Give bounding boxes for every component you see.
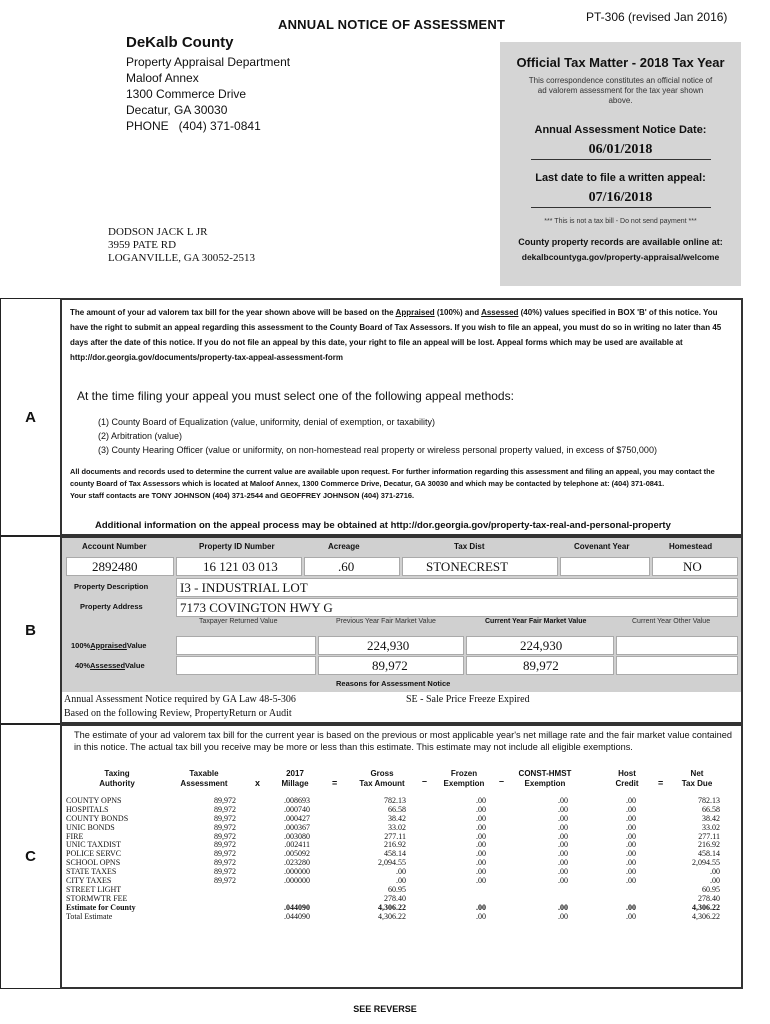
current-other-header: Current Year Other Value (632, 618, 711, 625)
tax-cell-millage: .000000 (284, 867, 310, 877)
tax-cell-assessment (172, 913, 236, 922)
tax-cell-authorities: CITY TAXES (66, 876, 112, 886)
tax-cell-frozen: .00 (476, 858, 486, 868)
tax-dist-header: Tax Dist (454, 542, 485, 551)
account-number-header: Account Number (82, 542, 147, 551)
tax-cell-frozen: .00 (476, 902, 486, 912)
tax-cell-net: 2,094.55 (692, 858, 720, 868)
tax-cell-net: 60.95 (702, 884, 720, 894)
appeal-deadline-label: Last date to file a written appeal: (535, 172, 706, 184)
homestead: NO (683, 559, 702, 574)
appeal-method: (2) Arbitration (value) (98, 431, 183, 441)
tax-cell-hmst: .00 (558, 813, 568, 823)
estimate-intro: The estimate of your ad valorem tax bill for the current year is based on the previous or most applicable year's net millage rate and the fair market value contained in this notice. The actual tax bill you receive may be more or less than this estimate. This estimate may not include all eligible exemptions. (74, 730, 732, 752)
tax-cell-hmst: .00 (558, 911, 568, 921)
homestead-header: Homestead (669, 542, 713, 551)
additional-info-link[interactable]: Additional information on the appeal process may be obtained at http://dor.georgia.gov/property-tax-real-and-personal-property (95, 520, 671, 531)
tax-cell-assessment (172, 895, 236, 904)
tax-cell-hmst: .00 (558, 876, 568, 886)
section-c-label: C (0, 724, 60, 989)
office-address (126, 54, 290, 134)
authority-column (66, 797, 166, 921)
form-number: PT-306 (revised Jan 2016) (586, 10, 728, 24)
county-name: DeKalb County (126, 34, 234, 51)
tax-cell-hmst: .00 (558, 902, 568, 912)
col-net-tax: Net Tax Due (681, 769, 713, 788)
tax-cell-host: .00 (626, 796, 636, 805)
tax-cell-assessment (172, 886, 236, 895)
current-assessed-value: 89,972 (523, 658, 559, 673)
tax-cell-net: 33.02 (702, 822, 720, 832)
tax-cell-gross: .00 (396, 876, 406, 886)
col-frozen-exemption: Frozen Exemption (443, 769, 485, 788)
tax-cell-net: .00 (710, 867, 720, 877)
tax-cell-gross: 216.92 (384, 840, 406, 850)
owner-city: LOGANVILLE, GA 30052-2513 (108, 252, 255, 264)
assessed-word: Assessed (90, 661, 126, 670)
tax-cell-frozen: .00 (476, 840, 486, 850)
section-b-property-info (60, 536, 743, 724)
tax-cell-host: .00 (626, 867, 636, 877)
tax-cell-assessment: 89,972 (214, 840, 236, 850)
tax-year-title: Official Tax Matter - 2018 Tax Year (516, 55, 725, 70)
tax-cell-hmst: .00 (558, 867, 568, 877)
tax-cell-net: 277.11 (698, 831, 720, 841)
minus-operator: – (499, 776, 505, 786)
tax-cell-hmst: .00 (558, 840, 568, 850)
owner-street: 3959 PATE RD (108, 239, 177, 251)
minus-operator: – (422, 776, 428, 786)
hmst-column (524, 797, 568, 921)
tax-cell-authorities: STATE TAXES (66, 867, 117, 877)
tax-cell-net: 278.40 (698, 893, 720, 903)
tax-cell-millage (266, 886, 310, 895)
current-appraised-value: 224,930 (520, 638, 563, 653)
official-notice-statement: This correspondence constitutes an official notice of ad valorem assessment for the tax year shown above. (528, 76, 713, 105)
tax-cell-gross: 782.13 (384, 796, 406, 805)
tax-district: STONECREST (426, 559, 509, 574)
tax-cell-hmst: .00 (558, 822, 568, 832)
net-column (662, 797, 720, 921)
tax-cell-millage: .002411 (284, 840, 310, 850)
tax-cell-frozen: .00 (476, 796, 486, 805)
tax-cell-host: .00 (626, 911, 636, 921)
tax-cell-host: .00 (626, 831, 636, 841)
col-taxable-assessment: Taxable Assessment (180, 769, 228, 788)
official-tax-matter-box (500, 42, 741, 286)
appeal-text-part: (40%) values specified in BOX 'B' of this notice. You have the right to submit an appeal regarding this assessment to the County Board of Tax Assessors. If you wish to file an appeal, you must do so in writing no later than 45 days after the date of this notice. If you do not file an appeal by this date, your right to file an appeal will be lost. Appeal forms which may be used are available at http://dor.georgia.gov/documents/property-tax-appeal-assessment-form (70, 308, 722, 362)
tax-cell-hmst: .00 (558, 796, 568, 805)
document-title: ANNUAL NOTICE OF ASSESSMENT (278, 17, 506, 32)
tax-cell-authorities: COUNTY OPNS (66, 796, 122, 805)
tax-cell-authorities: UNIC TAXDIST (66, 840, 121, 850)
tax-cell-gross: 66.58 (388, 804, 406, 814)
office-line: Maloof Annex (126, 71, 199, 85)
tax-cell-authorities: COUNTY BONDS (66, 813, 129, 823)
current-fmv-header: Current Year Fair Market Value (485, 618, 587, 625)
tax-cell-gross: 4,306.22 (378, 902, 406, 912)
documents-text: All documents and records used to determine the current value are available upon request. For further information regarding this assessment and filing an appeal, you may contact the county Board of Tax Assessors which is located at Maloof Annex, 1300 Commerce Drive, Decatur, GA 30030 and which may be contacted by telephone at: (404) 371-0841. (70, 467, 715, 488)
tax-cell-authorities: STORMWTR FEE (66, 893, 128, 903)
previous-appraised-value: 224,930 (367, 638, 410, 653)
tax-cell-host: .00 (626, 849, 636, 859)
tax-cell-host: .00 (626, 804, 636, 814)
office-line: Decatur, GA 30030 (126, 103, 228, 117)
tax-cell-authorities: SCHOOL OPNS (66, 858, 121, 868)
returned-value-header: Taxpayer Returned Value (199, 618, 278, 625)
tax-cell-net: 458.14 (698, 849, 720, 859)
property-id-header: Property ID Number (199, 542, 275, 551)
reason-code: SE - Sale Price Freeze Expired (406, 694, 530, 705)
tax-cell-assessment: 89,972 (214, 804, 236, 814)
appeal-text-part: The amount of your ad valorem tax bill for the year shown above will be based on the (70, 308, 396, 317)
tax-cell-assessment: 89,972 (214, 858, 236, 868)
tax-cell-frozen: .00 (476, 876, 486, 886)
tax-cell-gross: 60.95 (388, 884, 406, 894)
tax-cell-millage: .008693 (284, 796, 310, 805)
tax-cell-frozen: .00 (476, 867, 486, 877)
section-b-label: B (0, 536, 60, 724)
tax-cell-frozen: .00 (476, 911, 486, 921)
tax-cell-frozen: .00 (476, 804, 486, 814)
tax-cell-assessment (172, 904, 236, 913)
tax-cell-gross: 458.14 (384, 849, 406, 859)
tax-cell-frozen: .00 (476, 849, 486, 859)
appraised-pct: 100% (71, 641, 91, 650)
tax-cell-host: .00 (626, 902, 636, 912)
col-millage: 2017 Millage (281, 769, 309, 788)
col-host-credit: Host Credit (615, 769, 639, 788)
tax-cell-hmst: .00 (558, 831, 568, 841)
online-records-url[interactable]: dekalbcountyga.gov/property-appraisal/welcome (521, 252, 720, 262)
office-phone: PHONE (404) 371-0841 (126, 119, 261, 133)
tax-cell-assessment: 89,972 (214, 822, 236, 832)
property-address-label: Property Address (80, 602, 143, 611)
tax-cell-assessment: 89,972 (214, 813, 236, 823)
notice-date: 06/01/2018 (531, 142, 711, 160)
tax-cell-net: 38.42 (702, 813, 720, 823)
tax-cell-assessment: 89,972 (214, 876, 236, 886)
equals-operator: = (332, 778, 338, 788)
acreage: .60 (338, 559, 355, 574)
tax-cell-net: 4,306.22 (692, 911, 720, 921)
tax-cell-millage: .003080 (284, 831, 310, 841)
property-id: 16 121 03 013 (203, 559, 278, 574)
see-reverse-note: SEE REVERSE (353, 1004, 417, 1014)
multiply-operator: x (255, 778, 261, 788)
appraised-term: Appraised (395, 308, 435, 317)
tax-cell-gross: .00 (396, 867, 406, 877)
owner-name: DODSON JACK L JR (108, 226, 208, 238)
tax-cell-gross: 277.11 (384, 831, 406, 841)
property-description: I3 - INDUSTRIAL LOT (180, 580, 308, 595)
tax-cell-frozen: .00 (476, 813, 486, 823)
appeal-deadline-date: 07/16/2018 (531, 190, 711, 208)
covenant-year-header: Covenant Year (574, 542, 630, 551)
tax-cell-authorities: POLICE SERVC (66, 849, 122, 859)
tax-cell-host: .00 (626, 876, 636, 886)
host-column (592, 797, 636, 921)
reason-review: Based on the following Review, PropertyReturn or Audit (64, 708, 292, 719)
tax-cell-authorities: STREET LIGHT (66, 884, 122, 894)
mailing-address (108, 226, 255, 265)
tax-cell-net: 4,306.22 (692, 902, 720, 912)
tax-cell-assessment: 89,972 (214, 867, 236, 877)
assessed-term: Assessed (481, 308, 519, 317)
tax-cell-hmst: .00 (558, 858, 568, 868)
tax-cell-gross: 38.42 (388, 813, 406, 823)
appeal-method: (3) County Hearing Officer (value or uniformity, on non-homestead real property or wireless personal property valued, in excess of $750,000) (98, 445, 657, 455)
office-line: Property Appraisal Department (126, 55, 291, 69)
property-address: 7173 COVINGTON HWY G (180, 600, 333, 615)
equals-operator: = (658, 778, 664, 788)
tax-cell-millage: .000367 (284, 822, 310, 832)
section-c-tax-estimate (60, 724, 743, 989)
notice-date-label: Annual Assessment Notice Date: (534, 124, 707, 136)
section-a-appeal-info (60, 298, 743, 536)
appraised-value-label (71, 641, 146, 650)
gross-column (352, 797, 406, 921)
online-records-label: County property records are available online at: (518, 237, 723, 247)
tax-cell-millage: .023280 (284, 858, 310, 868)
appeal-methods-heading: At the time filing your appeal you must select one of the following appeal methods: (77, 389, 514, 403)
millage-column (266, 797, 310, 921)
appraised-word: Appraised (90, 641, 127, 650)
account-number: 2892480 (92, 559, 138, 574)
tax-cell-net: 216.92 (698, 840, 720, 850)
tax-cell-assessment: 89,972 (214, 849, 236, 859)
reasons-label: Reasons for Assessment Notice (336, 679, 451, 688)
tax-cell-frozen (442, 886, 486, 895)
section-a-label: A (0, 298, 60, 536)
assessed-pct: 40% (75, 661, 91, 670)
tax-cell-gross: 2,094.55 (378, 858, 406, 868)
tax-cell-millage: .000740 (284, 804, 310, 814)
previous-assessed-value: 89,972 (372, 658, 408, 673)
col-hmst-exemption: CONST-HMST Exemption (518, 769, 572, 788)
tax-cell-millage: .000000 (284, 876, 310, 886)
tax-cell-millage: .044090 (284, 911, 310, 921)
tax-cell-net: 782.13 (698, 796, 720, 805)
tax-cell-millage: .000427 (284, 813, 310, 823)
tax-cell-net: .00 (710, 876, 720, 886)
reason-law: Annual Assessment Notice required by GA Law 48-5-306 (64, 694, 296, 705)
appeal-methods-list (98, 415, 657, 457)
not-a-bill-note: *** This is not a tax bill - Do not send payment *** (544, 218, 697, 225)
tax-cell-net: 66.58 (702, 804, 720, 814)
appraised-suffix: Value (126, 641, 147, 650)
assessed-value-label (75, 661, 145, 670)
contact-paragraph (70, 466, 735, 502)
tax-cell-assessment: 89,972 (214, 796, 236, 805)
property-description-label: Property Description (74, 582, 149, 591)
tax-cell-millage: .005092 (284, 849, 310, 859)
tax-cell-host: .00 (626, 822, 636, 832)
office-line: 1300 Commerce Drive (126, 87, 247, 101)
tax-cell-gross: 33.02 (388, 822, 406, 832)
assessment-column (172, 797, 236, 921)
appeal-text-part: (100%) and (434, 308, 482, 317)
staff-contacts: Your staff contacts are TONY JOHNSON (404) 371-2544 and GEOFFREY JOHNSON (404) 371-2716. (70, 491, 415, 500)
tax-cell-host: .00 (626, 858, 636, 868)
tax-cell-authorities: HOSPITALS (66, 804, 109, 814)
tax-cell-hmst: .00 (558, 849, 568, 859)
tax-cell-authorities: FIRE (66, 831, 84, 841)
tax-cell-host: .00 (626, 813, 636, 823)
tax-cell-host (592, 886, 636, 895)
previous-fmv-header: Previous Year Fair Market Value (336, 618, 436, 625)
tax-cell-authorities: Total Estimate (66, 911, 113, 921)
tax-cell-assessment: 89,972 (214, 831, 236, 841)
tax-cell-authorities: Estimate for County (66, 902, 136, 912)
tax-cell-gross: 278.40 (384, 893, 406, 903)
tax-cell-hmst (524, 886, 568, 895)
appeal-method: (1) County Board of Equalization (value, uniformity, denial of exemption, or taxability) (98, 417, 435, 427)
appeal-rights-paragraph (70, 305, 735, 365)
col-gross-tax: Gross Tax Amount (359, 769, 405, 788)
tax-cell-frozen: .00 (476, 822, 486, 832)
tax-cell-gross: 4,306.22 (378, 911, 406, 921)
assessed-suffix: Value (125, 661, 145, 670)
col-taxing-authority: Taxing Authority (99, 769, 135, 788)
acreage-header: Acreage (328, 542, 360, 551)
tax-cell-frozen: .00 (476, 831, 486, 841)
tax-cell-millage: .044090 (284, 902, 310, 912)
tax-cell-host: .00 (626, 840, 636, 850)
tax-cell-hmst: .00 (558, 804, 568, 814)
tax-cell-authorities: UNIC BONDS (66, 822, 115, 832)
frozen-column (442, 797, 486, 921)
